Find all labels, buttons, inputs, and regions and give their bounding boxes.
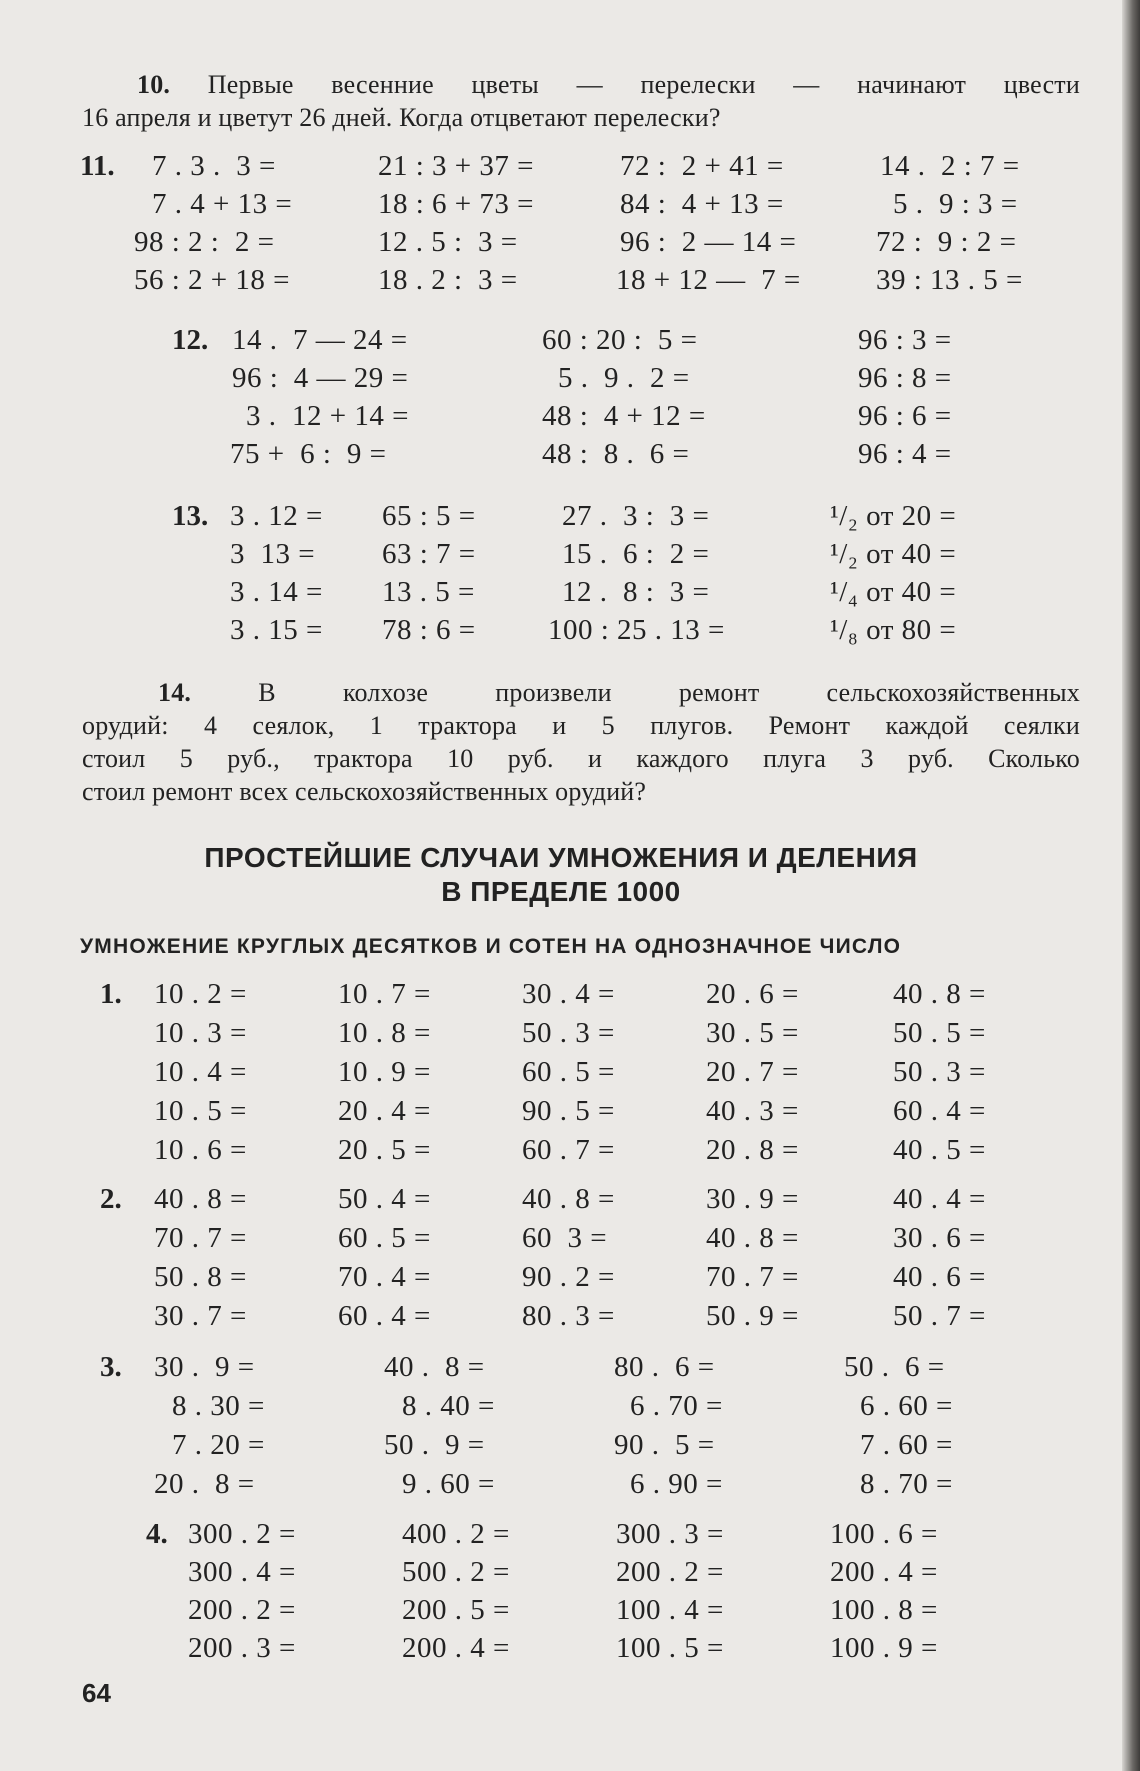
exercise-4-r1c2: 400 . 2 = [402, 1518, 510, 1550]
exercise-1-r4c2: 20 . 4 = [338, 1095, 431, 1127]
exercise-1-r3c4: 20 . 7 = [706, 1056, 799, 1088]
problem-10-number: 10. [137, 70, 171, 99]
problem-11-r3c3: 96 : 2 — 14 = [620, 226, 797, 258]
exercise-4-r1c1: 300 . 2 = [188, 1518, 296, 1550]
exercise-3-r1c3: 80 . 6 = [614, 1351, 715, 1383]
problem-10 [82, 68, 1080, 134]
exercise-2-r3c1: 50 . 8 = [154, 1261, 247, 1293]
section-subtitle: УМНОЖЕНИЕ КРУГЛЫХ ДЕСЯТКОВ И СОТЕН НА ОДНОЗНАЧНОЕ ЧИСЛО [80, 935, 902, 958]
exercise-3-r3c3: 90 . 5 = [614, 1429, 715, 1461]
exercise-1-r2c5: 50 . 5 = [893, 1017, 986, 1049]
problem-12-number: 12. [172, 324, 209, 356]
problem-12-r2c3: 96 : 8 = [858, 362, 952, 394]
exercise-1-r1c4: 20 . 6 = [706, 978, 799, 1010]
exercise-1-r1c5: 40 . 8 = [893, 978, 986, 1010]
problem-14-line-1 [82, 676, 1080, 709]
exercise-2-r3c2: 70 . 4 = [338, 1261, 431, 1293]
exercise-2-r3c3: 90 . 2 = [522, 1261, 615, 1293]
exercise-2-r2c3: 60 3 = [522, 1222, 608, 1254]
exercise-2-r1c3: 40 . 8 = [522, 1183, 615, 1215]
exercise-3-r4c3: 6 . 90 = [630, 1468, 723, 1500]
exercise-2-r2c4: 40 . 8 = [706, 1222, 799, 1254]
problem-11-r2c2: 18 : 6 + 73 = [378, 188, 535, 220]
exercise-2-r1c5: 40 . 4 = [893, 1183, 986, 1215]
exercise-2-r1c2: 50 . 4 = [338, 1183, 431, 1215]
problem-13-r1c4: ¹/₂ от 20 = [830, 500, 957, 532]
problem-14-line-4: стоил ремонт всех сельскохозяйственных орудий? [82, 777, 647, 806]
problem-14-text-1: В колхозе произвели ремонт сельскохозяйственных [258, 678, 1080, 707]
problem-11-r4c3: 18 + 12 — 7 = [616, 264, 801, 296]
exercise-4-r1c4: 100 . 6 = [830, 1518, 938, 1550]
exercise-2-r4c2: 60 . 4 = [338, 1300, 431, 1332]
exercise-1-r2c2: 10 . 8 = [338, 1017, 431, 1049]
page-edge-shadow [1122, 0, 1140, 1771]
exercise-1-r5c4: 20 . 8 = [706, 1134, 799, 1166]
exercise-2-r3c4: 70 . 7 = [706, 1261, 799, 1293]
exercise-2-r3c5: 40 . 6 = [893, 1261, 986, 1293]
exercise-4-r4c3: 100 . 5 = [616, 1632, 724, 1664]
problem-13-r3c1: 3 . 14 = [230, 576, 323, 608]
section-title-line-1: ПРОСТЕЙШИЕ СЛУЧАИ УМНОЖЕНИЯ И ДЕЛЕНИЯ [204, 842, 918, 873]
exercise-2-r2c5: 30 . 6 = [893, 1222, 986, 1254]
exercise-3-r2c4: 6 . 60 = [860, 1390, 953, 1422]
problem-12-r4c2: 48 : 8 . 6 = [542, 438, 690, 470]
exercise-4-r2c3: 200 . 2 = [616, 1556, 724, 1588]
exercise-3-r1c4: 50 . 6 = [844, 1351, 945, 1383]
exercise-1-r5c5: 40 . 5 = [893, 1134, 986, 1166]
exercise-3-r2c2: 8 . 40 = [402, 1390, 495, 1422]
exercise-3-r2c1: 8 . 30 = [172, 1390, 265, 1422]
exercise-1-r4c1: 10 . 5 = [154, 1095, 247, 1127]
exercise-3-r4c4: 8 . 70 = [860, 1468, 953, 1500]
exercise-4-r4c2: 200 . 4 = [402, 1632, 510, 1664]
problem-12-r4c1: 75 + 6 : 9 = [230, 438, 387, 470]
exercise-4-r1c3: 300 . 3 = [616, 1518, 724, 1550]
exercise-1-r2c4: 30 . 5 = [706, 1017, 799, 1049]
problem-11-r3c2: 12 . 5 : 3 = [378, 226, 518, 258]
problem-12-r3c3: 96 : 6 = [858, 400, 952, 432]
exercise-3-r1c2: 40 . 8 = [384, 1351, 485, 1383]
problem-13-r4c3: 100 : 25 . 13 = [548, 614, 725, 646]
exercise-1-r2c1: 10 . 3 = [154, 1017, 247, 1049]
exercise-4-r3c2: 200 . 5 = [402, 1594, 510, 1626]
exercise-4-r2c1: 300 . 4 = [188, 1556, 296, 1588]
problem-11-number: 11. [80, 150, 115, 182]
problem-11-r4c4: 39 : 13 . 5 = [876, 264, 1023, 296]
exercise-1-r5c2: 20 . 5 = [338, 1134, 431, 1166]
problem-12-r1c1: 14 . 7 — 24 = [232, 324, 408, 356]
section-title-line-2: В ПРЕДЕЛЕ 1000 [441, 876, 681, 907]
problem-11-r1c2: 21 : 3 + 37 = [378, 150, 535, 182]
exercise-4-number: 4. [146, 1518, 168, 1550]
exercise-2-r1c1: 40 . 8 = [154, 1183, 247, 1215]
page-number: 64 [82, 1678, 111, 1708]
exercise-4-r2c2: 500 . 2 = [402, 1556, 510, 1588]
problem-13-r4c4: ¹/₈ от 80 = [830, 614, 957, 646]
exercise-2-number: 2. [100, 1183, 122, 1215]
problem-10-text-1: Первые весенние цветы — перелески — начинают цвести [207, 70, 1080, 99]
problem-13-number: 13. [172, 500, 209, 532]
problem-13-r1c2: 65 : 5 = [382, 500, 476, 532]
problem-12-r1c3: 96 : 3 = [858, 324, 952, 356]
exercise-4-r4c1: 200 . 3 = [188, 1632, 296, 1664]
exercise-3-r4c2: 9 . 60 = [402, 1468, 495, 1500]
problem-10-line-1 [82, 68, 1080, 101]
problem-12-r2c2: 5 . 9 . 2 = [558, 362, 690, 394]
exercise-2-r2c1: 70 . 7 = [154, 1222, 247, 1254]
exercise-4-r3c4: 100 . 8 = [830, 1594, 938, 1626]
problem-11-r2c1: 7 . 4 + 13 = [152, 188, 293, 220]
exercise-4-r3c3: 100 . 4 = [616, 1594, 724, 1626]
exercise-4-r3c1: 200 . 2 = [188, 1594, 296, 1626]
problem-11-r2c4: 5 . 9 : 3 = [893, 188, 1018, 220]
exercise-1-r5c3: 60 . 7 = [522, 1134, 615, 1166]
exercise-1-r3c2: 10 . 9 = [338, 1056, 431, 1088]
exercise-2-r4c3: 80 . 3 = [522, 1300, 615, 1332]
problem-12-r2c1: 96 : 4 — 29 = [232, 362, 409, 394]
problem-11-r1c4: 14 . 2 : 7 = [880, 150, 1020, 182]
exercise-2-r1c4: 30 . 9 = [706, 1183, 799, 1215]
problem-13-r4c2: 78 : 6 = [382, 614, 476, 646]
exercise-1-r3c1: 10 . 4 = [154, 1056, 247, 1088]
problem-11-r3c4: 72 : 9 : 2 = [876, 226, 1017, 258]
problem-12-r4c3: 96 : 4 = [858, 438, 952, 470]
problem-12-r1c2: 60 : 20 : 5 = [542, 324, 698, 356]
exercise-1-r1c3: 30 . 4 = [522, 978, 615, 1010]
exercise-4-r2c4: 200 . 4 = [830, 1556, 938, 1588]
problem-11-r2c3: 84 : 4 + 13 = [620, 188, 784, 220]
exercise-1-r5c1: 10 . 6 = [154, 1134, 247, 1166]
problem-13-r3c4: ¹/₄ от 40 = [830, 576, 957, 608]
problem-14-line-3: стоил 5 руб., трактора 10 руб. и каждого плуга 3 руб. Сколько [82, 744, 1080, 773]
exercise-2-r4c4: 50 . 9 = [706, 1300, 799, 1332]
problem-14-line-2: орудий: 4 сеялок, 1 трактора и 5 плугов. Ремонт каждой сеялки [82, 711, 1080, 740]
exercise-3-r2c3: 6 . 70 = [630, 1390, 723, 1422]
problem-13-r3c2: 13 . 5 = [382, 576, 475, 608]
problem-13-r4c1: 3 . 15 = [230, 614, 323, 646]
exercise-1-r4c4: 40 . 3 = [706, 1095, 799, 1127]
exercise-1-r3c5: 50 . 3 = [893, 1056, 986, 1088]
problem-10-line-2: 16 апреля и цветут 26 дней. Когда отцветают перелески? [82, 103, 721, 132]
exercise-1-r1c1: 10 . 2 = [154, 978, 247, 1010]
problem-13-r2c4: ¹/₂ от 40 = [830, 538, 957, 570]
exercise-2-r4c1: 30 . 7 = [154, 1300, 247, 1332]
exercise-3-r4c1: 20 . 8 = [154, 1468, 255, 1500]
problem-13-r2c3: 15 . 6 : 2 = [562, 538, 710, 570]
problem-13-r1c3: 27 . 3 : 3 = [562, 500, 710, 532]
problem-13-r2c2: 63 : 7 = [382, 538, 476, 570]
problem-11-r1c3: 72 : 2 + 41 = [620, 150, 784, 182]
problem-12-r3c1: 3 . 12 + 14 = [246, 400, 409, 432]
exercise-1-r4c3: 90 . 5 = [522, 1095, 615, 1127]
exercise-3-r1c1: 30 . 9 = [154, 1351, 255, 1383]
problem-13-r3c3: 12 . 8 : 3 = [562, 576, 710, 608]
exercise-4-r4c4: 100 . 9 = [830, 1632, 938, 1664]
exercise-3-number: 3. [100, 1351, 122, 1383]
problem-11-r4c2: 18 . 2 : 3 = [378, 264, 518, 296]
exercise-3-r3c2: 50 . 9 = [384, 1429, 485, 1461]
exercise-1-number: 1. [100, 978, 122, 1010]
problem-14-number: 14. [158, 678, 192, 707]
problem-11-r1c1: 7 . 3 . 3 = [152, 150, 276, 182]
problem-13-r2c1: 3 13 = [230, 538, 316, 570]
exercise-2-r4c5: 50 . 7 = [893, 1300, 986, 1332]
exercise-3-r3c4: 7 . 60 = [860, 1429, 953, 1461]
exercise-1-r3c3: 60 . 5 = [522, 1056, 615, 1088]
problem-11-r4c1: 56 : 2 + 18 = [134, 264, 291, 296]
exercise-1-r4c5: 60 . 4 = [893, 1095, 986, 1127]
problem-13-r1c1: 3 . 12 = [230, 500, 323, 532]
exercise-3-r3c1: 7 . 20 = [172, 1429, 265, 1461]
exercise-1-r1c2: 10 . 7 = [338, 978, 431, 1010]
exercise-2-r2c2: 60 . 5 = [338, 1222, 431, 1254]
exercise-1-r2c3: 50 . 3 = [522, 1017, 615, 1049]
problem-14 [82, 676, 1080, 808]
problem-12-r3c2: 48 : 4 + 12 = [542, 400, 706, 432]
problem-11-r3c1: 98 : 2 : 2 = [134, 226, 275, 258]
